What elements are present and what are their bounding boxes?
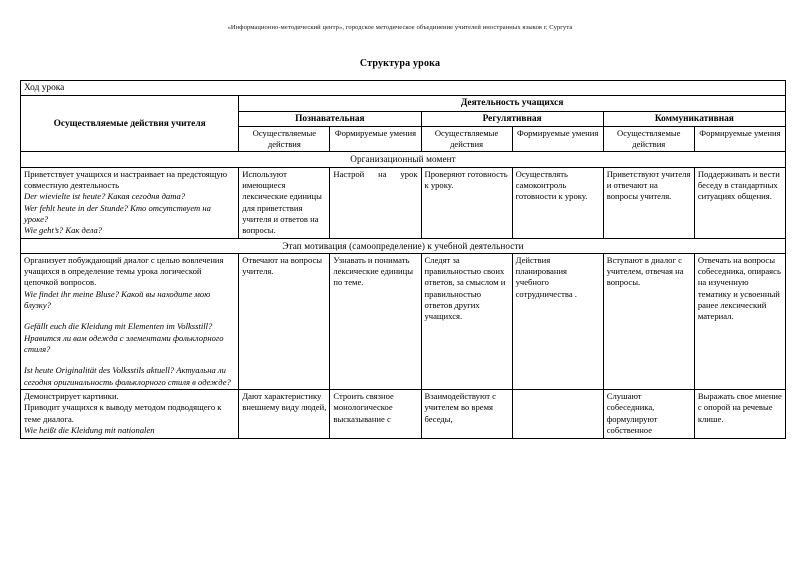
student-activity-cell-0: Отвечают на вопросы учителя. [239, 253, 330, 389]
teacher-action-line: Организует побуждающий диалог с целью вовлечения учащихся в определение темы урока логической цепочкой вопросов. [24, 254, 224, 288]
teacher-action-line: Приветствует учащихся и настраивает на предстоящую совместную деятельность [24, 168, 228, 190]
teacher-actions-cell [21, 390, 239, 438]
header-subcolumn-5: Формируемые умения [694, 127, 785, 152]
teacher-action-line: Gefällt euch die Kleidung mit Elementen im Volksstill? Нравится ли вам одежда с элементами фольклорного стиля? [24, 321, 224, 355]
course-label-cell: Ход урока [21, 80, 786, 95]
header-group-1: Регулятивная [421, 111, 603, 126]
teacher-action-line: Приводит учащихся к выводу методом подводящего к теме диалога. [24, 402, 222, 424]
teacher-action-line: Wer fehlt heute in der Stunde? Кто отсутствует на уроке? [24, 202, 211, 224]
student-activity-cell-2: Взаимодействуют с учителем во время беседы, [421, 390, 512, 438]
student-activity-cell-0: Дают характеристику внешнему виду людей, [239, 390, 330, 438]
student-activity-cell-5: Отвечать на вопросы собеседника, опираясь на изученную тематику и усвоенный ранее лексический материал. [694, 253, 785, 389]
student-activity-cell-1: Настрой на урок [330, 167, 421, 238]
table-row-students-group-header [21, 96, 786, 111]
student-activity-cell-1: Строить связное монологическое высказывание с [330, 390, 421, 438]
header-group-2: Коммуникативная [603, 111, 785, 126]
student-activity-cell-4: Приветствуют учителя и отвечают на вопросы учителя. [603, 167, 694, 238]
teacher-actions-cell [21, 167, 239, 238]
header-teacher-actions: Осуществляемые действия учителя [21, 96, 239, 152]
table-row-course-label [21, 80, 786, 95]
student-activity-cell-2: Следят за правильностью своих ответов, за смыслом и правильностью ответов других учащихся. [421, 253, 512, 389]
table-row [21, 253, 786, 389]
teacher-actions-cell [21, 253, 239, 389]
student-activity-cell-5: Поддерживать и вести беседу в стандартных ситуациях общения. [694, 167, 785, 238]
teacher-action-line: Демонстрирует картинки. [24, 391, 119, 402]
document-header-organization: «Информационно-методический центр», городское методическое объединение учителей иностранных языков г. Сургута [227, 24, 573, 31]
teacher-action-line: Wie geht’s? Как дела? [24, 225, 103, 236]
student-activity-cell-1: Узнавать и понимать лексические единицы по теме. [330, 253, 421, 389]
lesson-structure-table [20, 80, 786, 439]
stage-title-0: Организационный момент [21, 152, 786, 167]
student-activity-cell-3: Осуществлять самоконтроль готовности к уроку. [512, 167, 603, 238]
teacher-action-line: Ist heute Originalität des Volksstils aktuell? Актуальна ли сегодня оригинальность фольклорного стиля в одежде? [24, 365, 231, 387]
header-subcolumn-3: Формируемые умения [512, 127, 603, 152]
header-subcolumn-0: Осуществляемые действия [239, 127, 330, 152]
header-subcolumn-2: Осуществляемые действия [421, 127, 512, 152]
header-subcolumn-4: Осуществляемые действия [603, 127, 694, 152]
page-title: Структура урока [359, 57, 441, 69]
student-activity-cell-2: Проверяют готовность к уроку. [421, 167, 512, 238]
table-row [21, 390, 786, 438]
student-activity-cell-3 [512, 390, 603, 438]
student-activity-cell-5: Выражать свое мнение с опорой на речевые клише. [694, 390, 785, 438]
header-students-activity: Деятельность учащихся [239, 96, 786, 111]
header-subcolumn-1: Формируемые умения [330, 127, 421, 152]
student-activity-cell-4: Вступают в диалог с учителем, отвечая на вопросы. [603, 253, 694, 389]
stage-title-1: Этап мотивация (самоопределение) к учебной деятельности [21, 238, 786, 253]
teacher-action-line: Wie findet ihr meine Bluse? Какой вы находите мою блузку? [24, 288, 211, 311]
student-activity-cell-4: Слушают собеседника, формулируют собственное [603, 390, 694, 438]
teacher-action-line [24, 311, 235, 321]
table-row-stage-title-0 [21, 152, 786, 167]
teacher-action-line [24, 355, 235, 365]
table-row [21, 167, 786, 238]
header-group-0: Познавательная [239, 111, 421, 126]
student-activity-cell-0: Используют имеющиеся лексические единицы для приветствия учителя и ответов на вопросы. [239, 167, 330, 238]
teacher-action-line: Der wievielte ist heute? Какая сегодня дата? [24, 191, 186, 202]
table-row-stage-title-1 [21, 238, 786, 253]
teacher-action-line: Wie heißt die Kleidung mit nationalen [24, 425, 155, 436]
student-activity-cell-3: Действия планирования учебного сотрудничества . [512, 253, 603, 389]
